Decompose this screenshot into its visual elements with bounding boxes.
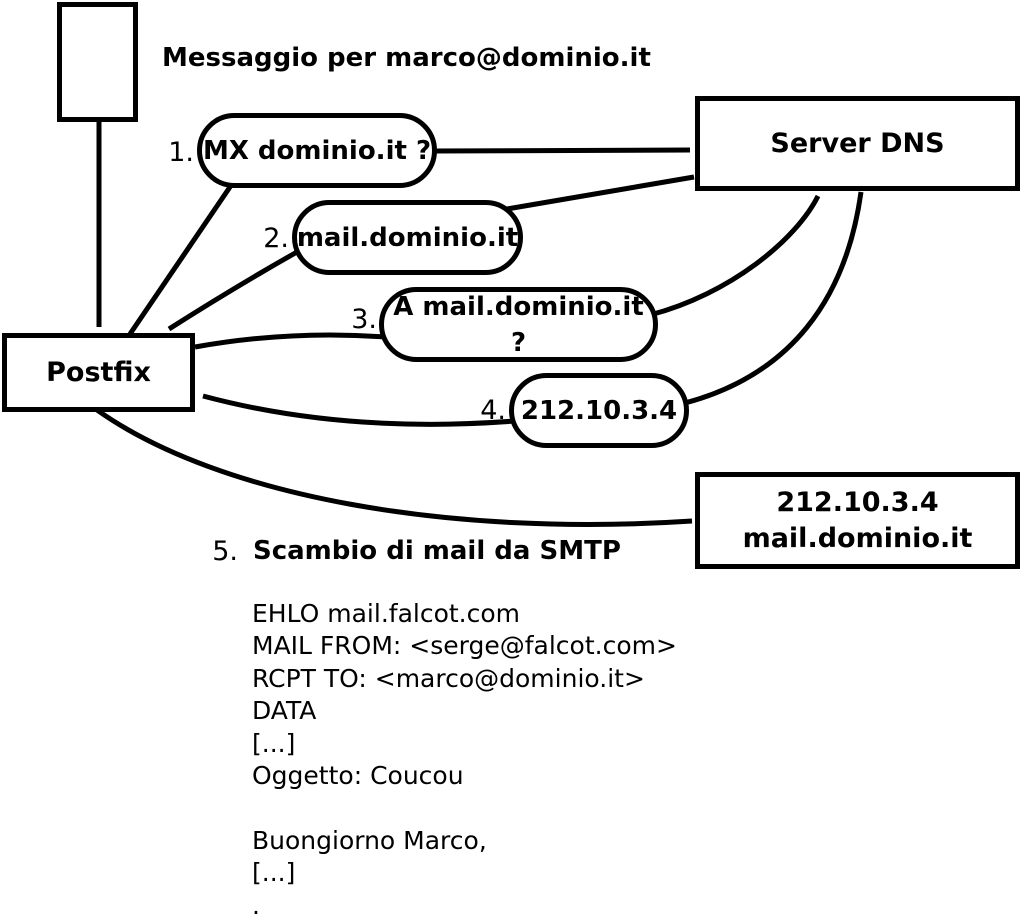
postfix-label: Postfix [46,356,151,388]
smtp-line: MAIL FROM: <serge@falcot.com> [252,631,677,661]
smtp-line: Oggetto: Coucou [252,760,464,790]
smtp-line: DATA [252,696,317,726]
step-1-label: MX dominio.it ? [202,135,432,166]
smtp-line [252,792,677,824]
smtp-line: RCPT TO: <marco@dominio.it> [252,663,645,693]
step-4-label: 212.10.3.4 [520,395,678,426]
node-mail-server [695,472,1020,569]
step-3-label: A mail.dominio.it ? [393,291,644,358]
smtp-line: Buongiorno Marco, [252,825,487,855]
step-5-number: 5. [212,536,238,567]
mail-server-ip: 212.10.3.4 [776,486,939,518]
dns-label: Server DNS [770,127,945,159]
arrow-step3-to-dns [650,196,818,315]
smtp-line: . [252,890,260,919]
node-postfix [2,333,195,412]
smtp-line: EHLO mail.falcot.com [252,599,521,628]
node-dns-server [695,96,1020,191]
step-5-label: Scambio di mail da SMTP [253,536,621,566]
arrow-step2-to-postfix [169,252,297,329]
mail-server-hostname: mail.dominio.it [742,522,973,554]
message-envelope [57,2,138,122]
smtp-session-text [252,598,677,919]
line-postfix-to-step1 [130,184,232,334]
line-dns-to-step2 [507,177,694,209]
message-title: Messaggio per marco@dominio.it [162,43,651,73]
step-3-query-bubble [379,287,658,362]
step-2-number: 2. [263,223,289,254]
smtp-line: [...] [252,728,296,758]
step-1-query-bubble [197,113,437,188]
step-4-response-bubble [509,373,689,448]
arrow-step1-to-dns [434,150,690,151]
smtp-line: [...] [252,858,296,888]
step-4-number: 4. [480,395,506,426]
step-3-number: 3. [351,304,377,335]
step-1-number: 1. [168,137,194,168]
line-dns-to-step4 [685,192,861,403]
step-2-response-bubble [292,200,523,275]
line-postfix-to-step3 [195,335,385,347]
step-2-label: mail.dominio.it [296,222,519,253]
